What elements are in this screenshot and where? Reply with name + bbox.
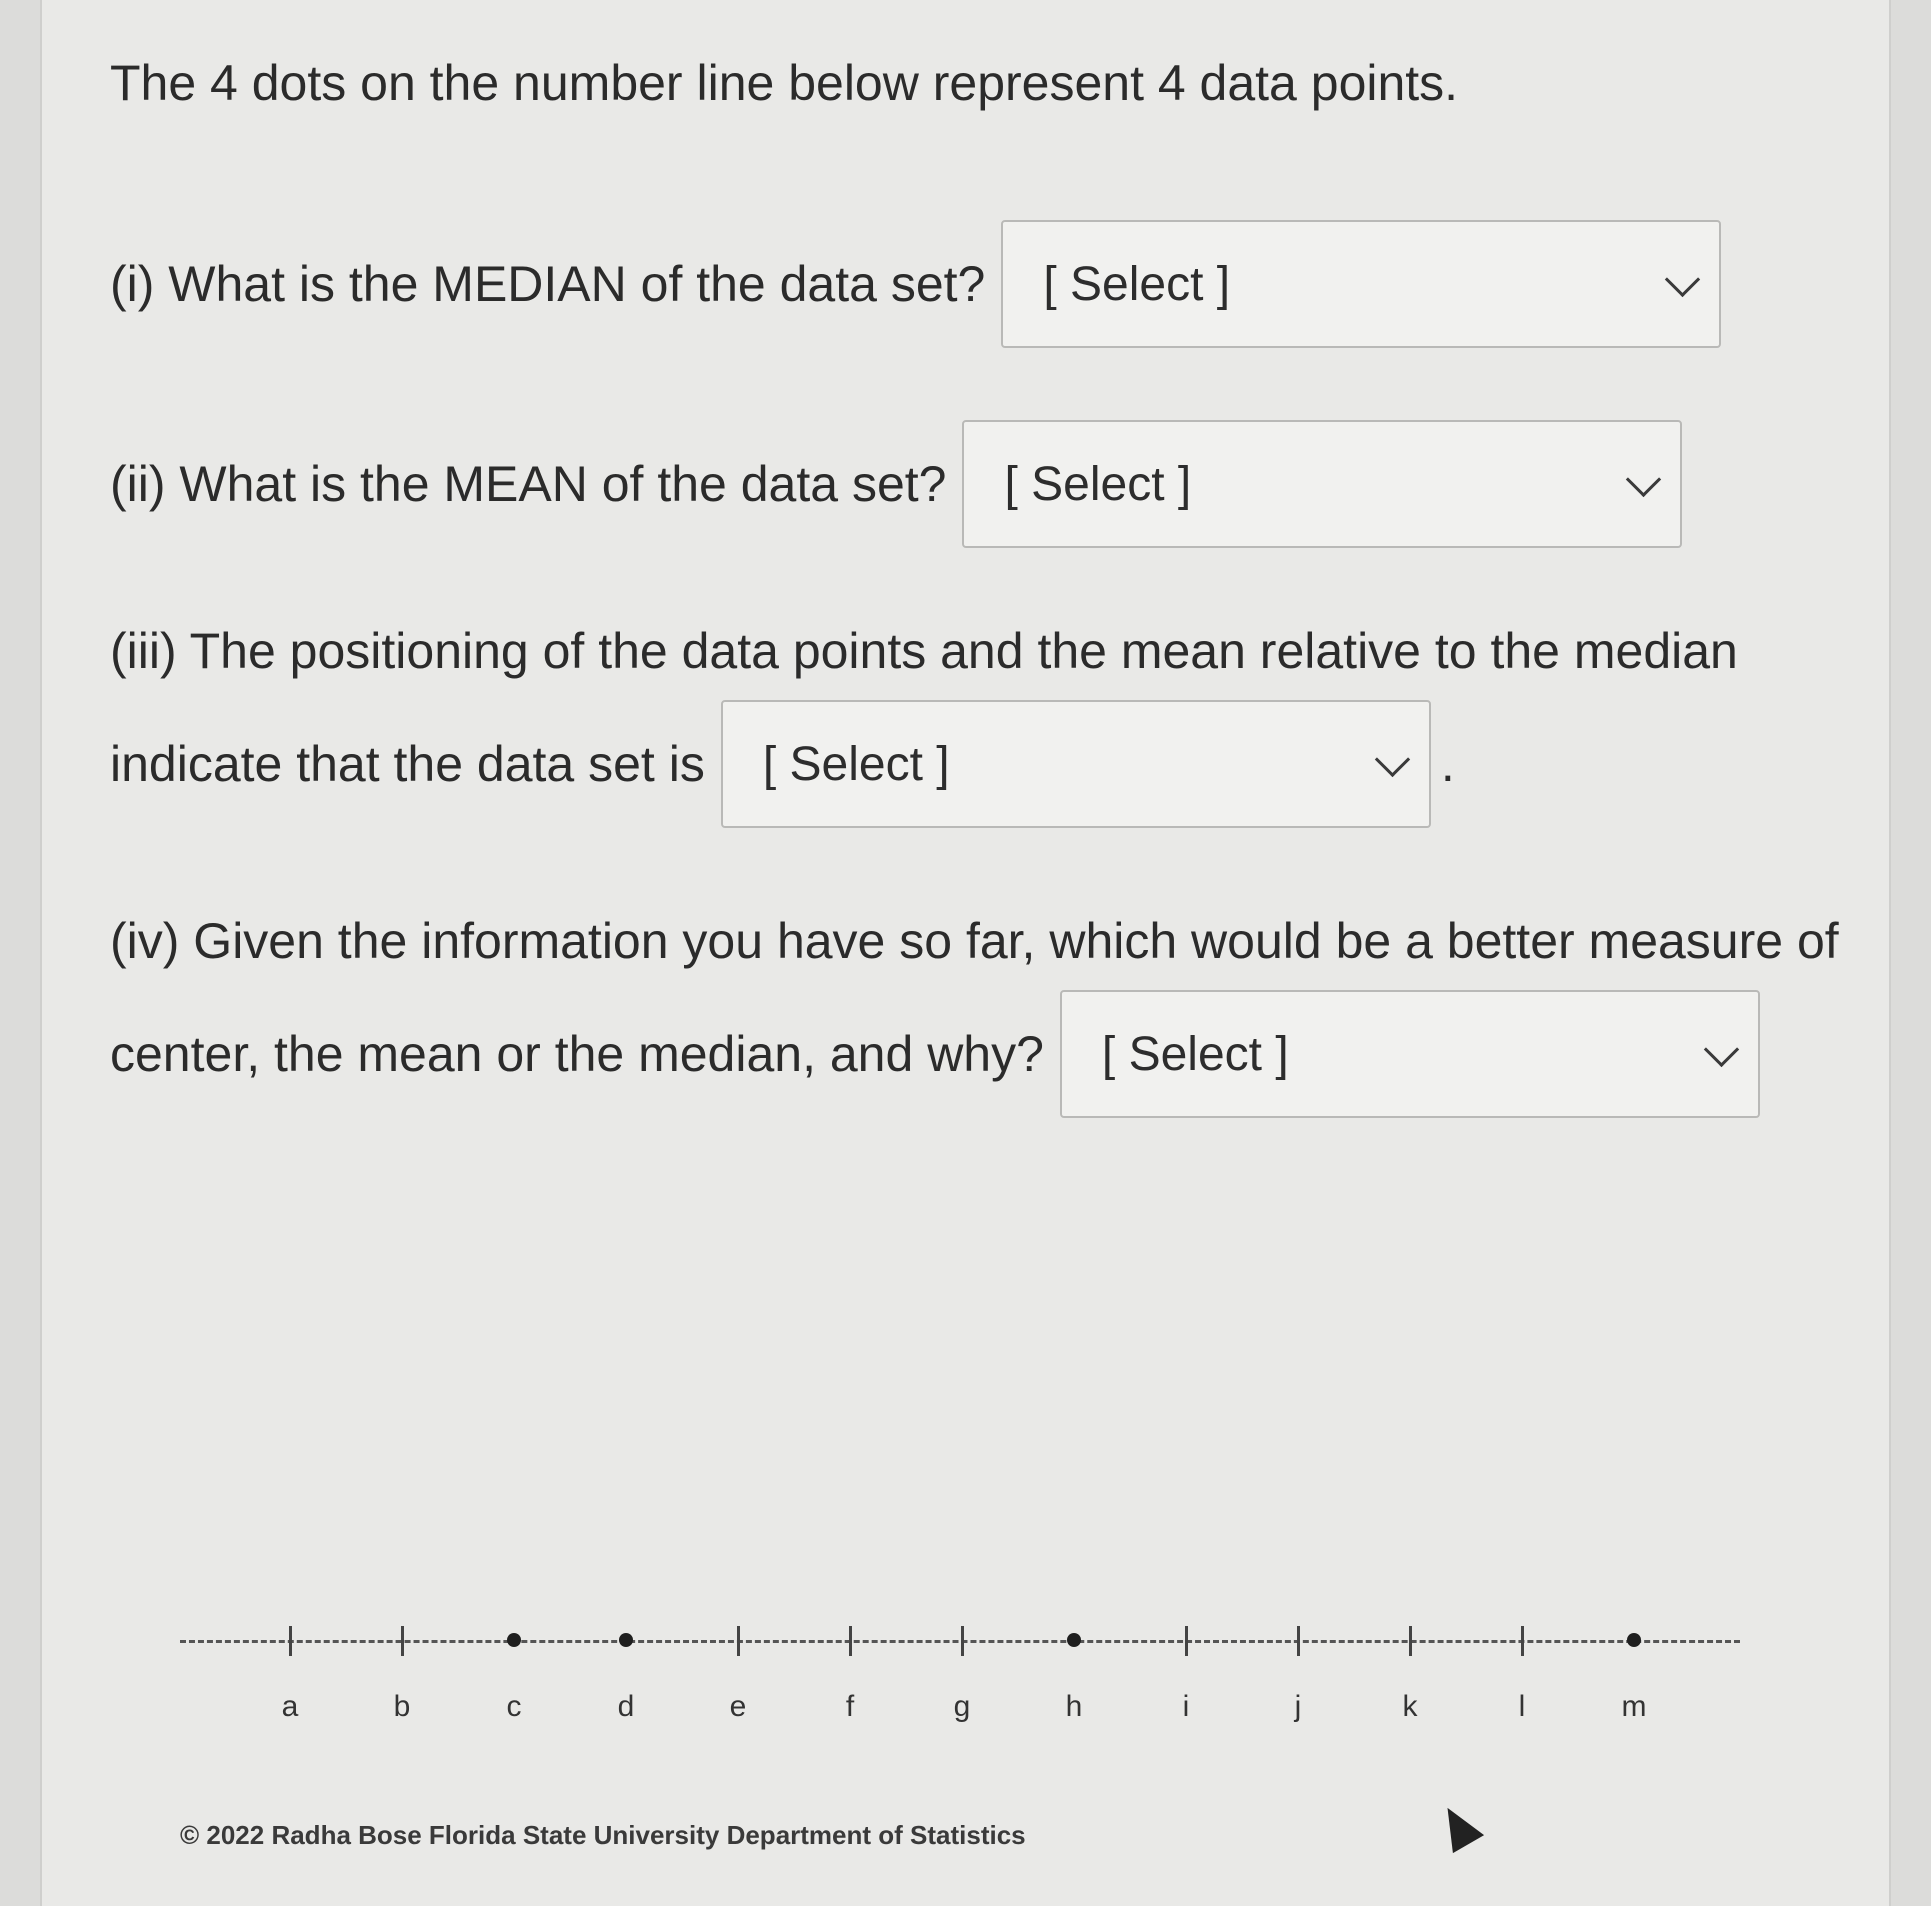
tick-mark-g — [961, 1626, 964, 1656]
tick-label-e: e — [729, 1690, 747, 1723]
tick-label-c: c — [506, 1690, 522, 1723]
tick-label-a: a — [281, 1690, 299, 1723]
tick-label-f: f — [845, 1690, 855, 1723]
question-center-label: center, the mean or the median, and why? — [110, 1026, 1044, 1082]
question-median — [110, 220, 1721, 348]
center-select-value: [ Select ] — [1101, 1027, 1289, 1081]
question-center-line1: (iv) Given the information you have so far, which would be a better measure of — [110, 913, 1839, 969]
tick-mark-j — [1297, 1626, 1300, 1656]
tick-label-h: h — [1065, 1690, 1083, 1723]
tick-mark-e — [737, 1626, 740, 1656]
question-skew — [110, 700, 1455, 828]
chevron-down-icon — [1665, 261, 1700, 296]
tick-mark-a — [289, 1626, 292, 1656]
mean-select-value: [ Select ] — [1004, 457, 1192, 511]
question-mean — [110, 420, 1682, 548]
mouse-cursor-icon — [1432, 1799, 1484, 1853]
left-border — [0, 0, 42, 1906]
mean-select[interactable] — [962, 420, 1682, 548]
tick-label-b: b — [393, 1690, 411, 1723]
median-select[interactable] — [1001, 220, 1721, 348]
tick-label-k: k — [1402, 1690, 1418, 1723]
tick-mark-k — [1409, 1626, 1412, 1656]
data-point-dot-h — [1067, 1633, 1081, 1647]
chevron-down-icon — [1626, 461, 1661, 496]
chevron-down-icon — [1704, 1031, 1739, 1066]
question-mean-label: (ii) What is the MEAN of the data set? — [110, 456, 947, 512]
question-skew-line1: (iii) The positioning of the data points and the mean relative to the median — [110, 623, 1738, 679]
intro-text: The 4 dots on the number line below represent 4 data points. — [110, 55, 1459, 111]
tick-mark-f — [849, 1626, 852, 1656]
sentence-period: . — [1440, 736, 1455, 792]
median-select-value: [ Select ] — [1043, 257, 1231, 311]
copyright-text: © 2022 Radha Bose Florida State University Department of Statistics — [180, 1820, 1026, 1850]
tick-label-j: j — [1294, 1690, 1302, 1723]
center-select[interactable] — [1060, 990, 1760, 1118]
tick-label-i: i — [1182, 1690, 1190, 1723]
question-center — [110, 990, 1760, 1118]
data-point-dot-m — [1627, 1633, 1641, 1647]
tick-mark-i — [1185, 1626, 1188, 1656]
number-line — [180, 1600, 1750, 1760]
question-skew-label: indicate that the data set is — [110, 736, 705, 792]
chevron-down-icon — [1375, 741, 1410, 776]
tick-mark-b — [401, 1626, 404, 1656]
tick-label-l: l — [1518, 1690, 1526, 1723]
number-line-axis — [180, 1640, 1740, 1643]
data-point-dot-c — [507, 1633, 521, 1647]
tick-label-g: g — [953, 1690, 971, 1723]
skew-select-value: [ Select ] — [762, 737, 950, 791]
tick-mark-l — [1521, 1626, 1524, 1656]
tick-label-m: m — [1621, 1690, 1647, 1723]
question-median-label: (i) What is the MEDIAN of the data set? — [110, 256, 986, 312]
skew-select[interactable] — [721, 700, 1431, 828]
tick-label-d: d — [617, 1690, 635, 1723]
right-border — [1889, 0, 1931, 1906]
data-point-dot-d — [619, 1633, 633, 1647]
